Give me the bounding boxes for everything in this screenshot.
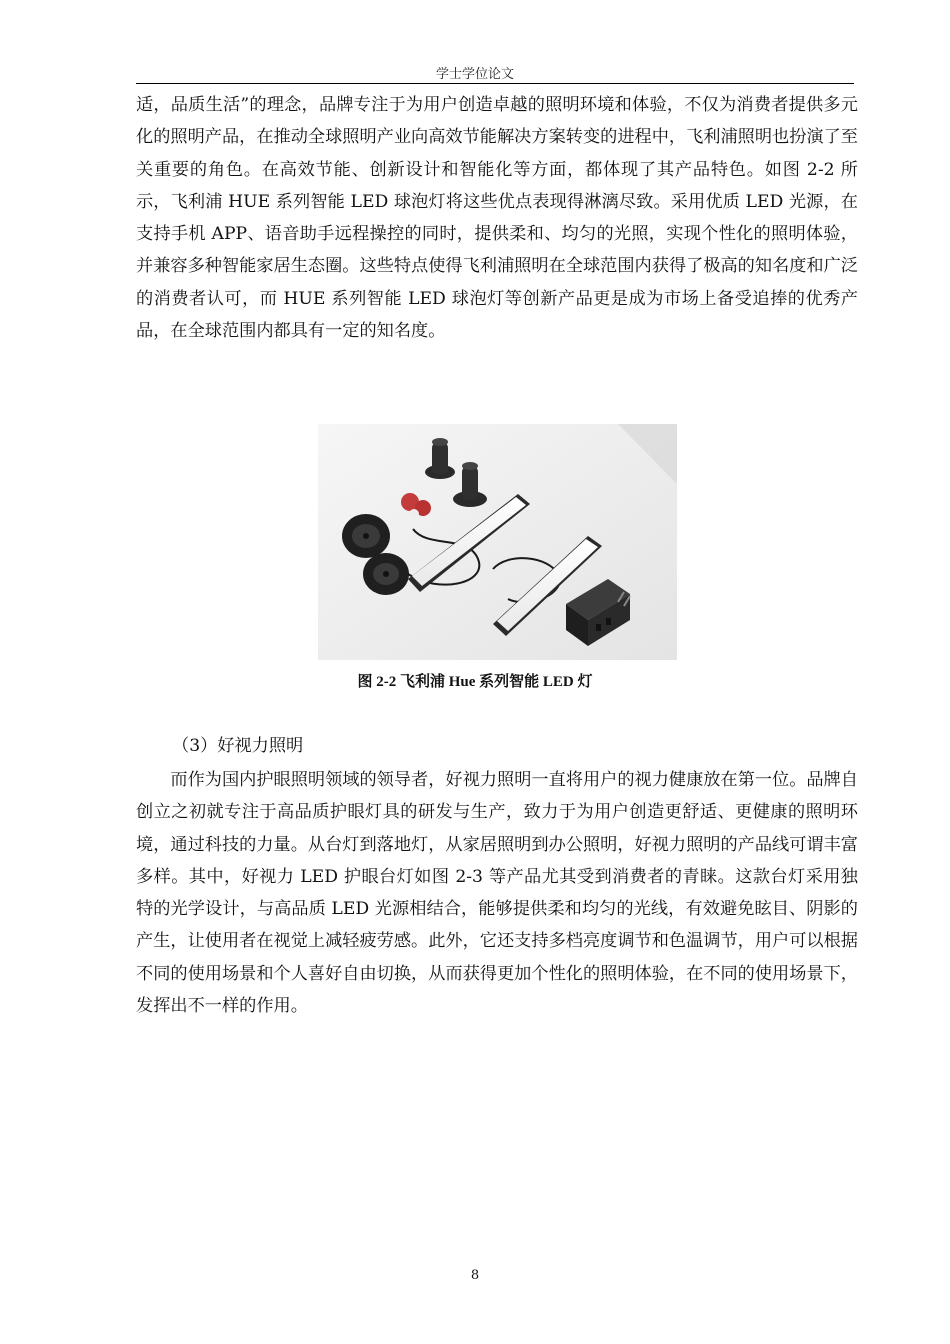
running-header: 学士学位论文 (435, 67, 514, 82)
mount-plate-1 (342, 514, 390, 558)
product-photo (318, 424, 677, 660)
figure-caption: 图 2-2 飞利浦 Hue 系列智能 LED 灯 (357, 674, 593, 690)
page-number: 8 (470, 1268, 480, 1283)
mount-plate-2 (363, 553, 409, 595)
body-paragraph-1: 适，品质生活”的理念，品牌专注于为用户创造卓越的照明环境和体验，不仅为消费者提供多元化的照明产品，在推动全球照明产业向高效节能解决方案转变的进程中，飞利浦照明也扮演了至关重要的角色。在高效节能、创新设计和智能化等方面，都体现了其产品特色。如图 2-2 所示，飞利浦 HUE 系列智能 LED 球泡灯将这些优点表现得淋漓尽致。采用优质 LED 光源，在支持手机 APP、语音助手远程操控的同时，提供柔和、均匀的光照，实现个性化的照明体验，并兼容多种智能家居生态圈。这些特点使得飞利浦照明在全球范围内获得了极高的知名度和广泛的消费者认可，而 HUE 系列智能 LED 球泡灯等创新产品更是成为市场上备受追捧的优秀产品，在全球范围内都具有一定的知名度。 (136, 95, 858, 342)
body-paragraph-2: 而作为国内护眼照明领域的领导者，好视力照明一直将用户的视力健康放在第一位。品牌自创立之初就专注于高品质护眼灯具的研发与生产，致力于为用户创造更舒适、更健康的照明环境，通过科技的力量。从台灯到落地灯，从家居照明到办公照明，好视力照明的产品线可谓丰富多样。其中，好视力 LED 护眼台灯如图 2-3 等产品尤其受到消费者的青睐。这款台灯采用独特的光学设计，与高品质 LED 光源相结合，能够提供柔和均匀的光线，有效避免眩目、阴影的产生，让使用者在视觉上减轻疲劳感。此外，它还支持多档亮度调节和色温调节，用户可以根据不同的使用场景和个人喜好自由切换，从而获得更加个性化的照明体验，在不同的使用场景下，发挥出不一样的作用。 (136, 770, 858, 1017)
figure-hue-lights (318, 424, 677, 660)
header-rule (136, 83, 854, 84)
section-subheading: （3）好视力照明 (172, 736, 304, 756)
